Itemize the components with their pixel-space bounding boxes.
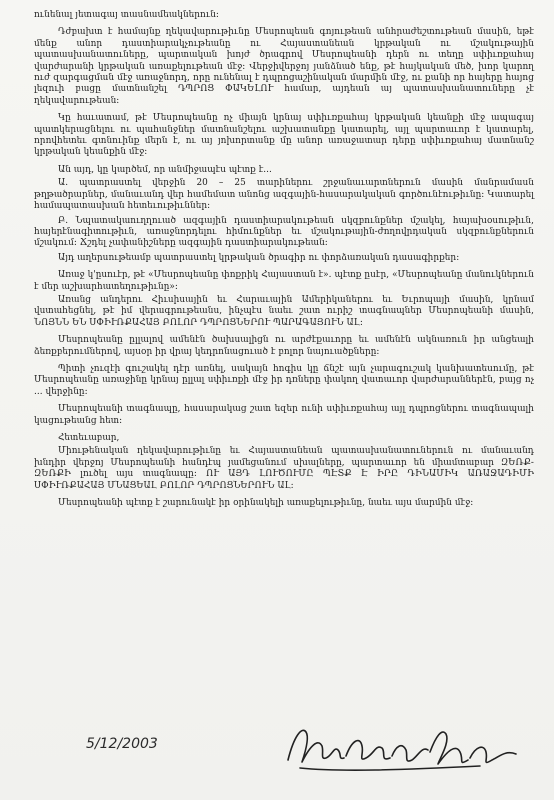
paragraph-6: Պիտի չուզէի գուշակել դէր առնել, սակայն հոգիս կը ճնշէ այն չարագուշակ կանխատեսումը, թէ Մեսրոպեանը առաջինը կրնայ ըլլալ սփիւռքի մէջ իր դռները փակող վատաւոր վարժարաններէն, բայց ոչ ... վերջինը: [34,363,534,397]
paragraph-intro: ունենալ յետագայ տասնամեակներուն: [34,10,219,20]
paragraph-2: Կը հաւատամ, թէ Մեսրոպեանը ոչ միայն կրնայ սփիւռքահայ կրթական կեանքի մէջ ապագայ պատկերացնելու ու պահանջներ մատնանշելու աշխատանքը կատարել, այլ պարտաւոր է կատարել, որովհետեւ գտնուինք մերն է, ու այ յոխորտանք մը անոր առաջատար դերը սփիւռքահայ մատնանշ կրթական կեանքին մէջ: [34,113,534,158]
handwritten-date: 5/12/2003 [86,736,158,752]
paragraph-3: Ան այդ, կը կարծեմ, որ անմիջապէս պէտք է... [58,164,272,175]
document-body [34,10,534,515]
list-item-b: Բ. Նպատակաուղղուած ազգային դաստիարակութեան սկզբունքներ մշակել, հայախօսութիւն, հայերէնագիտութիւն, առաջնորդելու հիմունքներ եւ մշակութային-ժողովրդական սկզբունքներուն մշակում: Ճշդել չափանիշները ազգային դաստիարակութեան: [34,215,534,249]
list-item-a: Ա. պատրաստել վերջին 20 – 25 տարիներու շրջանաւարտներուն մասին մանրամասն թղթածրարներ, մանաւանդ վեր համեմատ անոնց ազգային-հասարակական գործունէութիւնը: Կատարել համապատասխան հետեւութիւններ: [34,178,534,212]
paragraph-quote-2: Առանց անդերու Հիւսիսային եւ Հարաւային Ամերիկաներու եւ Եւրոպայի մասին, կրնամ վստահեցնել, թէ իմ վերագրութեանս, ինչպէս նաեւ շատ ուրիշ տագնապներ Մեսրոպեանի մասին, ՆՈՅՆՆ ԵՆ ՍՓԻՒՌՔԱՀԱՅ ԲՈԼՈՐ ԴՊՐՈՑՆԵՐՈՒ ՊԱՐԱԳԱՅՈՒՆ ԱԼ: [34,294,534,328]
list-item-c: Այդ աղերսութեամբ պատրաստել կրթական ծրագիր ու փորձառական դասագիրքեր: [58,252,460,263]
paragraph-5: Մեսրոպեանը ըլլալով ամենէն ծախսալիցն ու արժէքաւորը եւ ամենէն ակնառուն իր անցեալի ձեռքբերումներով, այսօր իր վրայ կեդրոնացուած է բոլոր նայուածքները: [34,335,534,357]
paragraph-1: Դժբախտ է համայնք ղեկավարութիւնը Մեսրոպեան գոյութեան անհրաժեշտութեան մասին, եթէ մենք անոր դաստիարակչութեանը ու Հայաստանեան կրթական ու մշակութային պատասխանատուները, պարտական խոյժ ծրագրով Մեսրոպեանի դերն ու տեղը սփիւռքահայ վարժարանի կրթական առաքելութեան մէջ: Վերջիվերջոյ յանձնած ենք, թէ հայկական մեծ, խոր կարող ուժ զարգացման մէջ առաջնորդ, որը ունենալ է դպրոցաշինական մարմին մէջ, ու քանի որ հայերը հայոց լեզուի բացը մատնանշել ԴՊՐՈՑ ՓԱԿԵԼՈՒ համար, այդեան այ պատասխանատուները չէ ղեկավարութեան: [34,27,534,106]
signature [280,716,530,782]
paragraph-7: Մեսրոպեանի տագնապը, հասարակաց շատ եզեր ունի սփիւռքահայ այլ դպրոցներու տագնապալի կացութեանց հետ: [34,404,534,426]
paragraph-quote: Առաջ կ'ըսուէր, թէ «Մեսրոպեանը փոքրիկ Հայաստան է». պէտք ըսէր, «Մեսրոպեանը մանուկներուն է մեր աշխարհատեղութիւնը»: [34,270,534,292]
paragraph-9: Մեսրոպեանի պէտք է շարունակէ իր օրինակելի առաքելութիւնը, նաեւ այս մարմին մէջ: [58,498,474,509]
paragraph-8: Միութենական ղեկավարութիւնը եւ Հայաստանեան պատասխանատուներուն ու մանաւանդ խնդիր վերջոյ Մեսրոպեանի հանդէպ յամեցանում սխալները, պարտաւոր են միամտաբար ԶԵՌՔ-ԶԵՌՔԻ լուծել այս տագնապը: ՈՒ ԱՅԴ ԼՈՒԾՈՒՄԸ ՊԷՏՔ Է ԻՐԸ ԴԻՆԱՄԻԿ ԱՌԱՋԱԴԻՄԻ ՍՓԻՒՌՔԱՀԱՅ ՄՆԱՑԵԱԼ ԲՈԼՈՐ ԴՊՐՈՑՆԵՐՈՒՆ ԱԼ: [34,446,534,491]
paragraph-8-heading: Հետեւաբար, [58,433,120,443]
